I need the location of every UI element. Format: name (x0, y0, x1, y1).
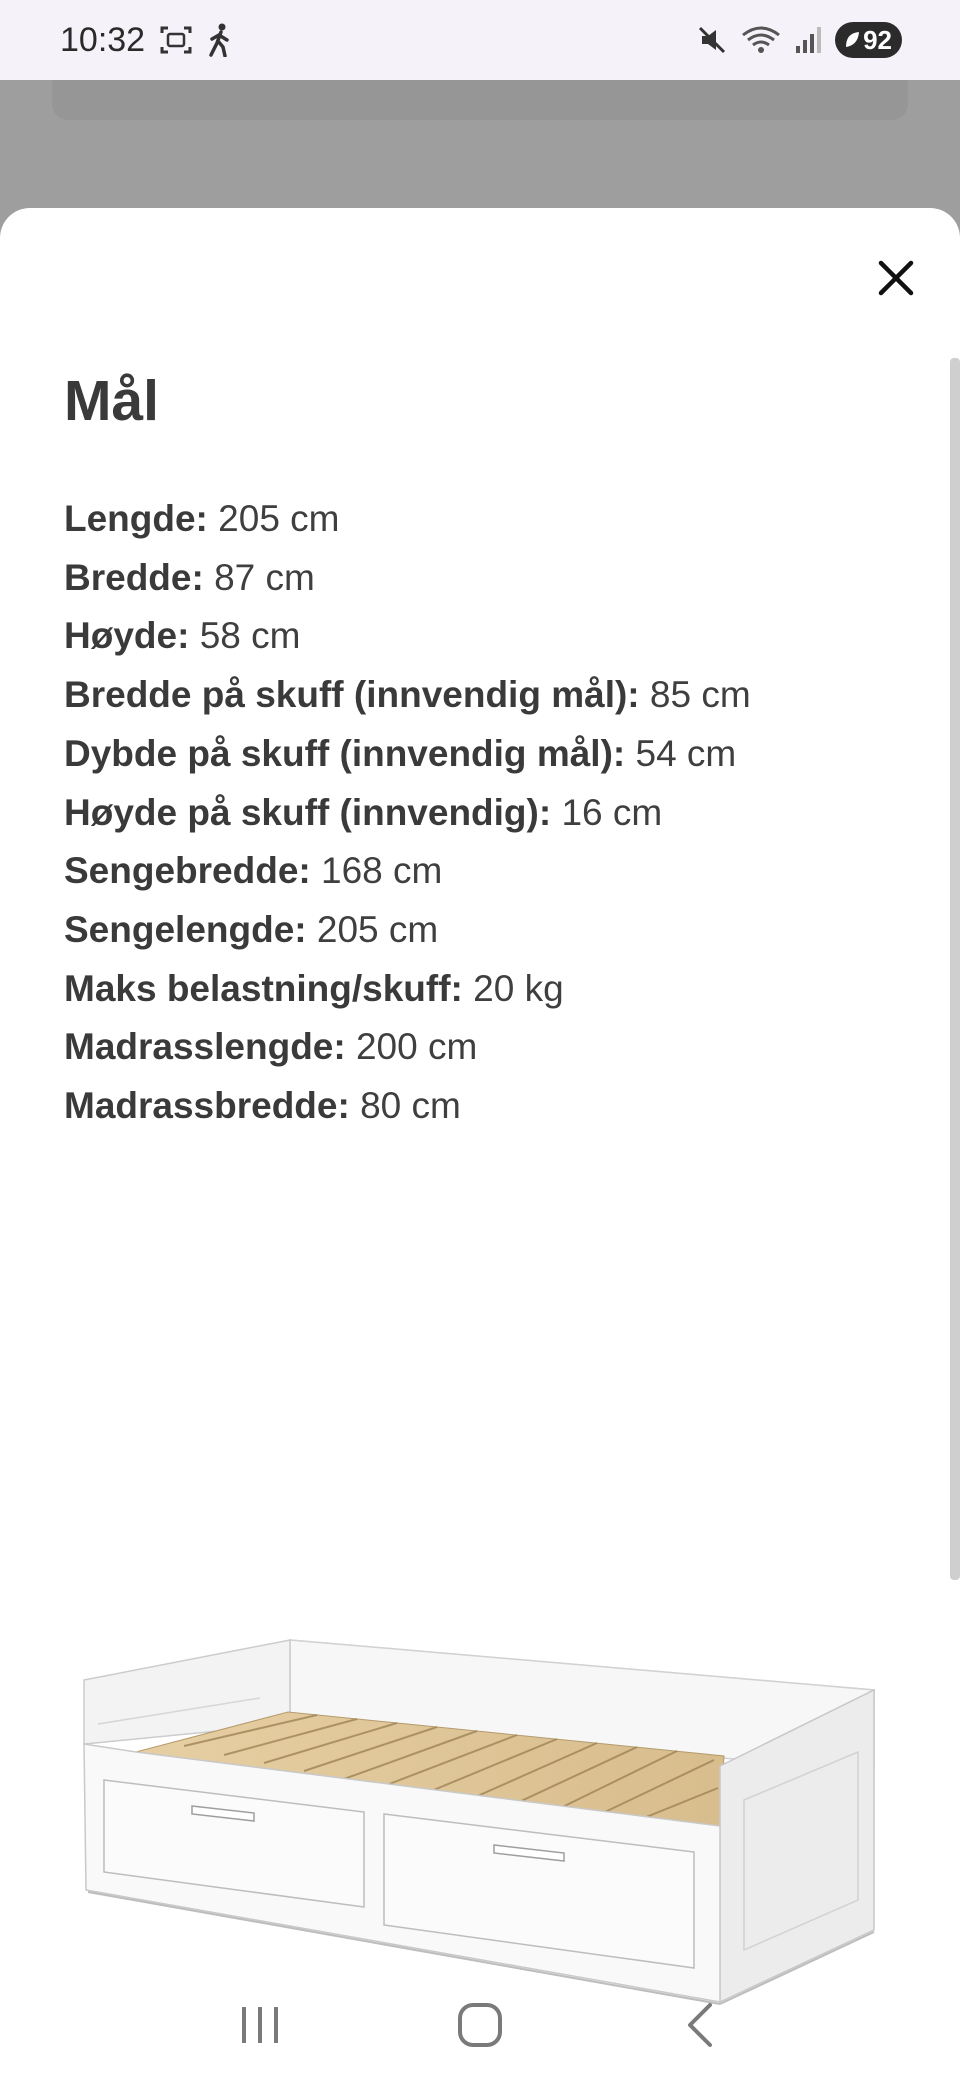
wifi-icon (741, 25, 781, 55)
daybed-with-drawers-image (74, 1620, 894, 2015)
page-title: Mål (64, 369, 160, 433)
spec-row (64, 1018, 751, 1077)
spec-label: Madrassbredde: (64, 1085, 350, 1127)
close-button[interactable] (868, 250, 924, 306)
spec-label: Lengde: (64, 498, 208, 539)
walking-icon (207, 23, 233, 57)
spec-row (64, 607, 751, 666)
home-button[interactable] (440, 1985, 520, 2065)
spec-label: Bredde på skuff (innvendig mål): (64, 674, 640, 716)
dimensions-sheet (0, 208, 960, 2080)
spec-value: 205 cm (316, 908, 439, 950)
spec-value: 58 cm (199, 615, 301, 657)
close-icon (876, 258, 916, 298)
scrollbar[interactable] (950, 358, 960, 1580)
spec-value: 168 cm (321, 850, 443, 892)
spec-value: 205 cm (218, 498, 340, 539)
spec-label: Høyde: (64, 615, 190, 657)
back-icon (682, 2001, 718, 2049)
spec-value: 16 cm (561, 791, 663, 833)
background-card (52, 80, 908, 120)
status-bar-right (697, 22, 902, 58)
spec-label: Maks belastning/skuff: (64, 967, 463, 1009)
status-bar (0, 0, 960, 80)
spec-label: Madrasslengde: (64, 1026, 346, 1068)
home-icon (456, 2001, 504, 2049)
spec-row (64, 1077, 751, 1136)
spec-row (64, 901, 751, 960)
spec-row (64, 960, 751, 1019)
spec-label: Sengebredde: (64, 850, 311, 892)
spec-row (64, 725, 751, 784)
spec-row (64, 549, 751, 608)
back-button[interactable] (660, 1985, 740, 2065)
spec-value: 200 cm (355, 1026, 478, 1068)
spec-value: 87 cm (214, 556, 315, 598)
spec-value: 80 cm (360, 1085, 461, 1127)
battery-icon (835, 22, 902, 58)
spec-list (64, 490, 751, 1136)
spec-row (64, 490, 751, 549)
spec-label: Dybde på skuff (innvendig mål): (64, 732, 626, 774)
signal-icon (795, 26, 821, 54)
screenshot-icon (159, 25, 193, 55)
status-bar-left (60, 21, 233, 60)
spec-value: 54 cm (635, 732, 737, 774)
spec-label: Sengelengde: (64, 908, 307, 950)
spec-value: 85 cm (649, 674, 751, 716)
spec-row (64, 842, 751, 901)
navigation-bar (0, 1970, 960, 2080)
recent-apps-icon (236, 2003, 284, 2047)
spec-row (64, 784, 751, 843)
spec-row (64, 666, 751, 725)
status-time: 10:32 (60, 20, 146, 59)
recent-apps-button[interactable] (220, 1985, 300, 2065)
spec-value: 20 kg (473, 967, 564, 1009)
mute-icon (697, 25, 727, 55)
battery-level: 92 (863, 24, 892, 55)
spec-label: Høyde på skuff (innvendig): (64, 791, 552, 833)
spec-label: Bredde: (64, 556, 204, 598)
